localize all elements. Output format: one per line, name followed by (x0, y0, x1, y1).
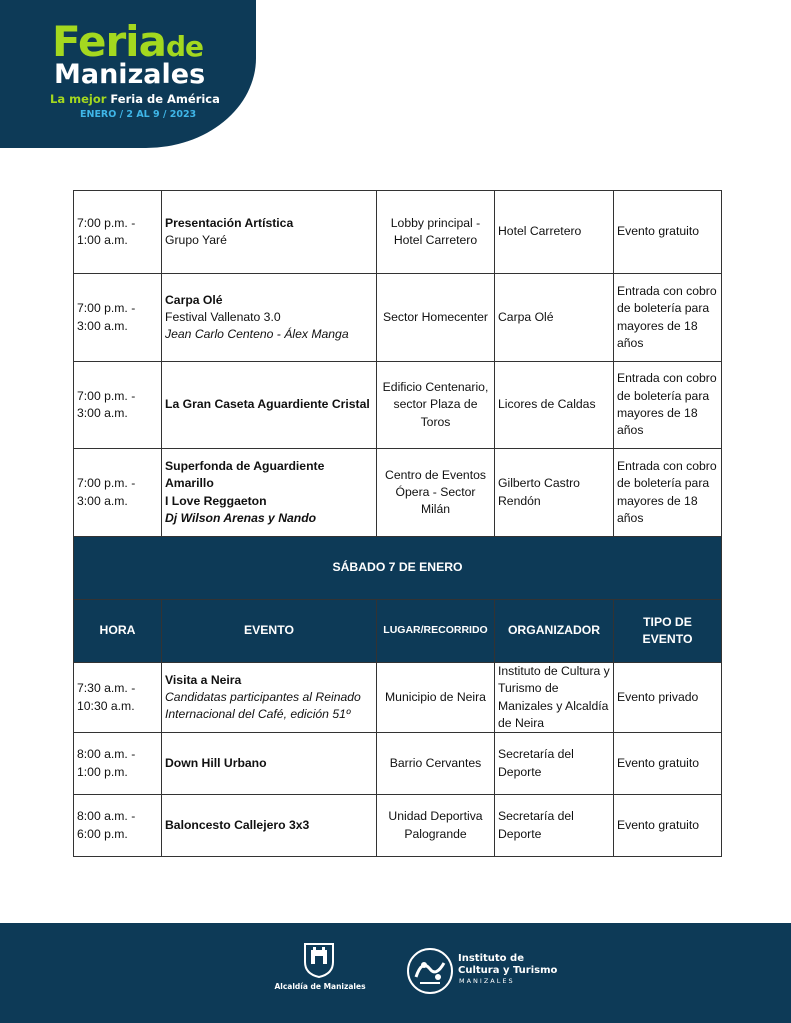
hora-cell: 8:00 a.m. - 6:00 p.m. (74, 795, 162, 857)
hora-cell: 7:00 p.m. - 3:00 a.m. (74, 362, 162, 449)
table-row (74, 362, 722, 449)
alcaldia-shield-icon (303, 942, 335, 978)
instituto-name: Instituto de Cultura y Turismo (458, 953, 558, 976)
column-header-row (74, 600, 722, 663)
logo-dates: ENERO / 2 AL 9 / 2023 (80, 109, 197, 120)
logo-manizales-text: Manizales (54, 59, 206, 90)
day-header: SÁBADO 7 DE ENERO (74, 537, 722, 600)
organizador-cell: Carpa Olé (495, 274, 614, 362)
table-row (74, 733, 722, 795)
evento-cell: Down Hill Urbano (162, 733, 377, 795)
logo-slogan: La mejor Feria de América (50, 92, 220, 106)
tipo-cell: Evento privado (614, 663, 722, 733)
alcaldia-label: Alcaldía de Manizales (274, 982, 366, 991)
tipo-cell: Entrada con cobro de boletería para mayores de 18 años (614, 274, 722, 362)
tipo-cell: Evento gratuito (614, 733, 722, 795)
hora-cell: 7:00 p.m. - 3:00 a.m. (74, 449, 162, 537)
logo-feria-text: Feriade (52, 17, 203, 66)
evento-cell: Presentación Artística Grupo Yaré (162, 191, 377, 274)
day-header-row (74, 537, 722, 600)
footer-band (0, 923, 791, 1023)
evento-cell: Visita a Neira Candidatas participantes al Reinado Internacional del Café, edición 51º (162, 663, 377, 733)
lugar-cell: Edificio Centenario, sector Plaza de Toros (377, 362, 495, 449)
column-header-lugar: LUGAR/RECORRIDO (377, 600, 495, 663)
column-header-organizador: ORGANIZADOR (495, 600, 614, 663)
tipo-cell: Evento gratuito (614, 191, 722, 274)
tipo-cell: Evento gratuito (614, 795, 722, 857)
table-row (74, 663, 722, 733)
table-row (74, 191, 722, 274)
evento-cell: La Gran Caseta Aguardiente Cristal (162, 362, 377, 449)
hora-cell: 8:00 a.m. - 1:00 p.m. (74, 733, 162, 795)
tipo-cell: Entrada con cobro de boletería para mayores de 18 años (614, 449, 722, 537)
organizador-cell: Secretaría del Deporte (495, 795, 614, 857)
table-row (74, 795, 722, 857)
organizador-cell: Gilberto Castro Rendón (495, 449, 614, 537)
hora-cell: 7:00 p.m. - 1:00 a.m. (74, 191, 162, 274)
column-header-evento: EVENTO (162, 600, 377, 663)
column-header-hora: HORA (74, 600, 162, 663)
instituto-emblem-icon (406, 947, 454, 995)
column-header-tipo: TIPO DE EVENTO (614, 600, 722, 663)
evento-cell: Carpa Olé Festival Vallenato 3.0 Jean Carlo Centeno - Álex Manga (162, 274, 377, 362)
lugar-cell: Unidad Deportiva Palogrande (377, 795, 495, 857)
instituto-city: MANIZALES (459, 977, 515, 985)
organizador-cell: Secretaría del Deporte (495, 733, 614, 795)
table-row (74, 449, 722, 537)
organizador-cell: Hotel Carretero (495, 191, 614, 274)
lugar-cell: Centro de Eventos Ópera - Sector Milán (377, 449, 495, 537)
organizador-cell: Licores de Caldas (495, 362, 614, 449)
lugar-cell: Sector Homecenter (377, 274, 495, 362)
lugar-cell: Lobby principal - Hotel Carretero (377, 191, 495, 274)
evento-cell: Baloncesto Callejero 3x3 (162, 795, 377, 857)
tipo-cell: Entrada con cobro de boletería para mayores de 18 años (614, 362, 722, 449)
table-row (74, 274, 722, 362)
organizador-cell: Instituto de Cultura y Turismo de Manizales y Alcaldía de Neira (495, 663, 614, 733)
evento-cell: Superfonda de Aguardiente Amarillo I Love Reggaeton Dj Wilson Arenas y Nando (162, 449, 377, 537)
hora-cell: 7:00 p.m. - 3:00 a.m. (74, 274, 162, 362)
lugar-cell: Municipio de Neira (377, 663, 495, 733)
lugar-cell: Barrio Cervantes (377, 733, 495, 795)
events-table (73, 190, 722, 857)
hora-cell: 7:30 a.m. - 10:30 a.m. (74, 663, 162, 733)
